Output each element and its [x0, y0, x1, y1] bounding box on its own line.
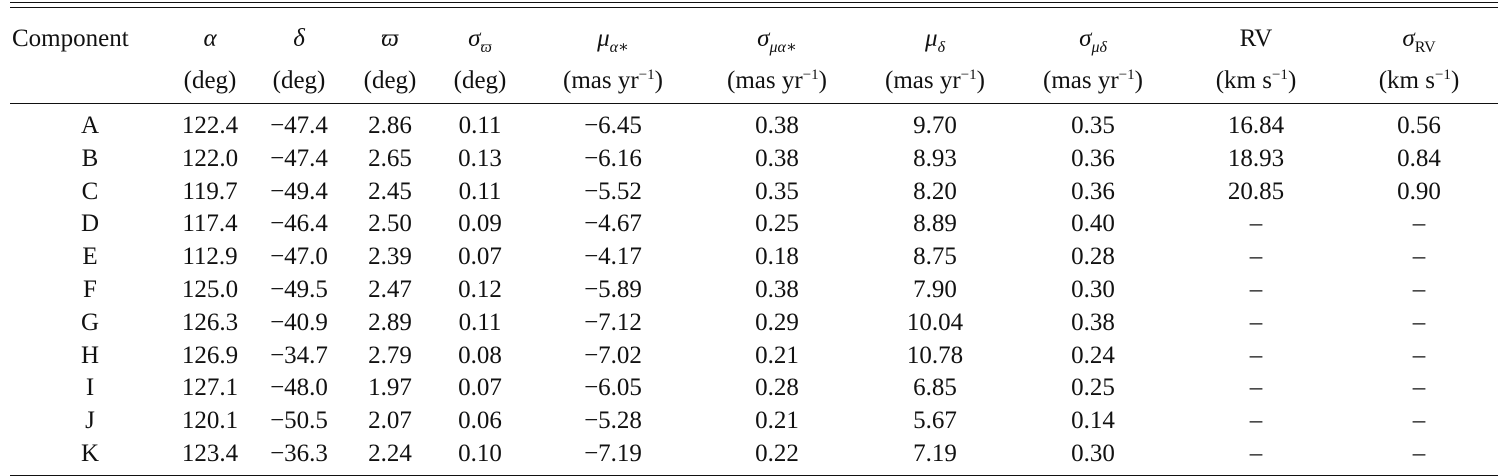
column-unit-label: (deg) — [183, 67, 237, 94]
table-cell: 2.24 — [368, 439, 412, 467]
table-cell: 0.06 — [458, 407, 502, 435]
table-cell: 0.08 — [458, 341, 502, 369]
table-cell: 0.38 — [755, 275, 799, 303]
column-unit-prefix: (km s — [1378, 67, 1435, 94]
table-row — [10, 208, 1498, 241]
table-cell: – — [1249, 243, 1263, 271]
table-cell: −4.17 — [584, 243, 642, 271]
table-cell: 0.25 — [1071, 374, 1115, 402]
column-unit-sigma_varpi — [432, 64, 528, 99]
column-header-subscript: μδ — [1091, 39, 1107, 56]
column-header-sigma_mu_alpha — [698, 8, 856, 64]
table-row — [10, 372, 1498, 405]
column-unit-prefix: (mas yr — [727, 67, 803, 94]
table-cell: – — [1249, 210, 1263, 238]
table-cell: 2.89 — [368, 308, 412, 336]
table-cell: −47.0 — [270, 243, 328, 271]
table-cell: 126.3 — [181, 308, 239, 336]
column-unit-sigma_mu_alpha — [698, 64, 856, 99]
table-cell: 0.40 — [1071, 210, 1115, 238]
table-row — [10, 340, 1498, 373]
table-cell: 119.7 — [182, 177, 238, 205]
table-cell: 2.45 — [368, 177, 412, 205]
column-unit-suffix: ) — [1134, 67, 1143, 94]
table-cell: −6.16 — [584, 144, 642, 172]
top-rule-outer — [10, 2, 1498, 3]
table-row — [10, 405, 1498, 438]
table-cell: −7.19 — [584, 439, 642, 467]
table-row — [10, 438, 1498, 471]
table-cell: −6.45 — [584, 112, 642, 139]
component-table — [10, 8, 1498, 99]
table-cell: 0.90 — [1397, 177, 1441, 205]
column-header-symbol: α — [203, 25, 217, 52]
table-cell: 0.14 — [1071, 407, 1115, 435]
table-cell: 0.07 — [458, 374, 502, 402]
table-cell: −5.52 — [584, 177, 642, 205]
table-cell: – — [1412, 407, 1426, 435]
column-unit-suffix: ) — [1287, 67, 1297, 94]
table-cell: – — [1249, 374, 1263, 402]
component-label-cell: F — [83, 275, 97, 303]
table-row — [10, 241, 1498, 274]
table-cell: −5.28 — [584, 407, 642, 435]
column-header-symbol: σ — [468, 25, 481, 52]
table-cell: −48.0 — [270, 374, 328, 402]
column-unit-exponent: −1 — [1271, 67, 1288, 83]
component-label-cell: C — [81, 177, 99, 205]
component-label-cell: E — [82, 243, 98, 271]
column-unit-component — [10, 64, 170, 99]
table-cell: −6.05 — [584, 374, 642, 402]
table-cell: – — [1412, 374, 1426, 402]
column-header-rv — [1172, 8, 1340, 64]
table-cell: 125.0 — [181, 275, 239, 303]
table-cell: 0.56 — [1397, 112, 1441, 139]
column-unit-exponent: −1 — [638, 67, 655, 83]
table-cell: 0.18 — [755, 243, 799, 271]
table-cell: 8.20 — [913, 177, 957, 205]
table-cell: 5.67 — [913, 407, 957, 435]
column-header-varpi — [348, 8, 432, 64]
table-cell: 0.84 — [1397, 144, 1441, 172]
table-cell: 0.29 — [755, 308, 799, 336]
table-cell: 16.84 — [1227, 112, 1285, 139]
table-cell: 0.36 — [1071, 144, 1115, 172]
column-unit-alpha — [170, 64, 250, 99]
table-cell: – — [1249, 439, 1263, 467]
table-cell: – — [1412, 243, 1426, 271]
column-unit-mu_delta — [856, 64, 1014, 99]
table-cell: 8.93 — [913, 144, 957, 172]
component-label-cell: B — [81, 144, 99, 172]
table-row — [10, 143, 1498, 176]
table-cell: 0.38 — [755, 144, 799, 172]
table-cell: – — [1412, 275, 1426, 303]
table-row — [10, 274, 1498, 307]
component-label-cell: I — [85, 374, 95, 402]
table-cell: 0.11 — [458, 112, 502, 139]
table-cell: 0.22 — [755, 439, 799, 467]
column-header-symbol: ϖ — [381, 25, 399, 52]
column-header-symbol: σ — [1402, 25, 1415, 52]
table-header — [10, 8, 1498, 99]
data-table-container — [10, 2, 1498, 476]
table-cell: 0.13 — [458, 144, 502, 172]
table-cell: 0.11 — [458, 308, 502, 336]
table-cell: 0.30 — [1071, 275, 1115, 303]
column-header-label: Component — [12, 25, 129, 52]
column-unit-suffix: ) — [976, 67, 985, 94]
column-unit-label: (deg) — [363, 67, 417, 94]
component-label-cell: K — [80, 439, 100, 467]
component-label-cell: J — [85, 407, 95, 435]
table-cell: – — [1412, 210, 1426, 238]
column-unit-exponent: −1 — [960, 67, 977, 83]
table-cell: −7.02 — [584, 341, 642, 369]
table-cell: 123.4 — [181, 439, 239, 467]
table-cell: 0.28 — [1071, 243, 1115, 271]
table-cell: 7.90 — [913, 275, 957, 303]
table-cell: 0.10 — [458, 439, 502, 467]
table-cell: −47.4 — [270, 112, 328, 139]
component-label-cell: G — [80, 308, 100, 336]
table-cell: −47.4 — [270, 144, 328, 172]
column-header-sigma_varpi — [432, 8, 528, 64]
table-cell: 8.89 — [913, 210, 957, 238]
table-cell: 2.86 — [368, 112, 412, 139]
table-cell: – — [1412, 308, 1426, 336]
table-cell: 0.07 — [458, 243, 502, 271]
column-header-subscript: ϖ — [480, 39, 492, 56]
table-cell: 0.09 — [458, 210, 502, 238]
column-header-symbol: σ — [1079, 25, 1092, 52]
table-cell: 0.35 — [1071, 112, 1115, 139]
column-unit-mu_alpha — [528, 64, 698, 99]
column-header-label: RV — [1239, 25, 1273, 52]
component-label-cell: D — [80, 210, 100, 238]
table-cell: 120.1 — [181, 407, 239, 435]
column-header-symbol: μ — [597, 25, 610, 52]
table-cell: 2.47 — [368, 275, 412, 303]
table-cell: 122.0 — [181, 144, 239, 172]
table-cell: 0.25 — [755, 210, 799, 238]
table-cell: 127.1 — [181, 374, 239, 402]
table-cell: 2.07 — [368, 407, 412, 435]
table-cell: – — [1412, 341, 1426, 369]
column-header-delta — [250, 8, 348, 64]
table-cell: −46.4 — [270, 210, 328, 238]
table-cell: −50.5 — [270, 407, 328, 435]
table-cell: 0.38 — [1071, 308, 1115, 336]
column-unit-sigma_rv — [1340, 64, 1498, 99]
table-cell: 10.78 — [906, 341, 964, 369]
table-cell: 122.4 — [181, 112, 239, 139]
table-cell: 10.04 — [906, 308, 964, 336]
table-cell: −4.67 — [584, 210, 642, 238]
column-unit-rv — [1172, 64, 1340, 99]
table-cell: 0.11 — [458, 177, 502, 205]
column-header-sigma_rv — [1340, 8, 1498, 64]
table-cell: −7.12 — [584, 308, 642, 336]
column-header-component — [10, 8, 170, 64]
column-header-symbol: σ — [757, 25, 770, 52]
table-cell: 0.38 — [755, 112, 799, 139]
component-label-cell: H — [80, 341, 100, 369]
table-cell: −36.3 — [270, 439, 328, 467]
column-unit-prefix: (mas yr — [885, 67, 961, 94]
table-cell: 0.21 — [755, 407, 799, 435]
table-cell: 8.75 — [913, 243, 957, 271]
table-row — [10, 176, 1498, 209]
table-cell: 1.97 — [368, 374, 412, 402]
column-header-alpha — [170, 8, 250, 64]
table-cell: −49.4 — [270, 177, 328, 205]
column-unit-delta — [250, 64, 348, 99]
column-header-subscript: RV — [1414, 39, 1436, 56]
column-unit-suffix: ) — [654, 67, 663, 94]
table-cell: – — [1249, 341, 1263, 369]
table-cell: 20.85 — [1227, 177, 1285, 205]
table-body — [10, 104, 1498, 471]
table-cell: – — [1412, 439, 1426, 467]
component-label-cell: A — [80, 112, 100, 139]
component-table-body — [10, 104, 1498, 471]
column-header-mu_alpha — [528, 8, 698, 64]
column-unit-exponent: −1 — [802, 67, 819, 83]
column-header-subscript: α∗ — [609, 39, 629, 56]
table-row — [10, 307, 1498, 340]
table-cell: 7.19 — [913, 439, 957, 467]
column-header-subscript: μα∗ — [769, 39, 797, 56]
column-unit-prefix: (km s — [1215, 67, 1272, 94]
table-cell: −40.9 — [270, 308, 328, 336]
table-cell: −5.89 — [584, 275, 642, 303]
table-cell: 2.39 — [368, 243, 412, 271]
table-cell: 117.4 — [182, 210, 238, 238]
table-cell: −49.5 — [270, 275, 328, 303]
table-cell: 0.12 — [458, 275, 502, 303]
table-cell: – — [1249, 308, 1263, 336]
table-cell: – — [1249, 407, 1263, 435]
table-cell: 126.9 — [181, 341, 239, 369]
column-unit-exponent: −1 — [1434, 67, 1451, 83]
column-header-subscript: δ — [937, 39, 945, 56]
table-cell: 0.21 — [755, 341, 799, 369]
table-cell: 0.24 — [1071, 341, 1115, 369]
column-header-sigma_mu_delta — [1014, 8, 1172, 64]
table-cell: 0.35 — [755, 177, 799, 205]
table-cell: 0.28 — [755, 374, 799, 402]
column-unit-sigma_mu_delta — [1014, 64, 1172, 99]
column-unit-varpi — [348, 64, 432, 99]
table-cell: 9.70 — [913, 112, 957, 139]
column-unit-label: (deg) — [453, 67, 507, 94]
column-unit-prefix: (mas yr — [563, 67, 639, 94]
table-cell: −34.7 — [270, 341, 328, 369]
column-header-symbol: μ — [925, 25, 938, 52]
column-unit-exponent: −1 — [1118, 67, 1135, 83]
table-cell: 2.79 — [368, 341, 412, 369]
column-unit-suffix: ) — [1450, 67, 1460, 94]
column-header-symbol: δ — [293, 25, 305, 52]
table-cell: 2.65 — [368, 144, 412, 172]
table-cell: 0.36 — [1071, 177, 1115, 205]
column-unit-suffix: ) — [818, 67, 827, 94]
column-unit-label: (deg) — [272, 67, 326, 94]
column-header-mu_delta — [856, 8, 1014, 64]
table-cell: 6.85 — [913, 374, 957, 402]
table-cell: 2.50 — [368, 210, 412, 238]
table-row — [10, 104, 1498, 143]
column-unit-prefix: (mas yr — [1043, 67, 1119, 94]
table-cell: – — [1249, 275, 1263, 303]
table-cell: 0.30 — [1071, 439, 1115, 467]
table-cell: 18.93 — [1227, 144, 1285, 172]
table-cell: 112.9 — [182, 243, 238, 271]
